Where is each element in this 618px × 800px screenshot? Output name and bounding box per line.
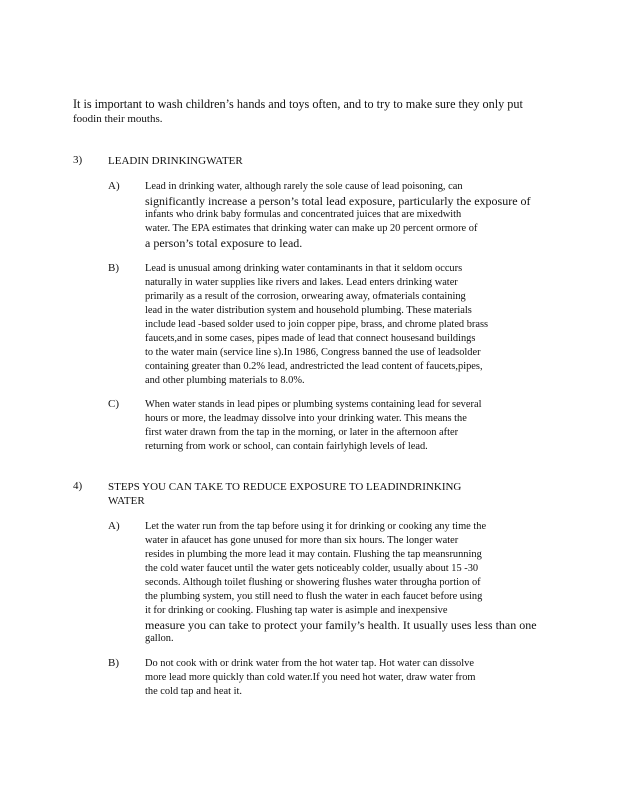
text-line: it for drinking or cooking. Flushing tap water is asimple and inexpensive xyxy=(145,605,448,616)
text-line: naturally in water supplies like rivers and lakes. Lead enters drinking water xyxy=(145,277,458,288)
text-line: gallon. xyxy=(145,633,174,644)
item-paragraph xyxy=(145,520,543,646)
text-line: When water stands in lead pipes or plumbing systems containing lead for several xyxy=(145,399,482,410)
text-line: first water drawn from the tap in the morning, or later in the afternoon after xyxy=(145,427,459,438)
item-paragraph xyxy=(145,398,543,454)
text-line: faucets,and in some cases, pipes made of lead that connect housesand buildings xyxy=(145,333,476,344)
text-line: the cold water faucet until the water gets noticeably colder, usually about 15 -30 xyxy=(145,563,479,574)
text-line: seconds. Although toilet flushing or showering flushes water througha portion of xyxy=(145,577,481,588)
text-line: returning from work or school, can contain fairlyhigh levels of lead. xyxy=(145,441,428,452)
text-line: primarily as a result of the corrosion, orwearing away, ofmaterials containing xyxy=(145,291,466,302)
text-line: Lead in drinking water, although rarely the sole cause of lead poisoning, can xyxy=(145,181,463,192)
section-number: 4) xyxy=(73,480,83,492)
section-title xyxy=(108,480,528,508)
section-number: 3) xyxy=(73,154,83,166)
item-paragraph xyxy=(145,657,543,699)
text-line: more lead more quickly than cold water.If you need hot water, draw water from xyxy=(145,672,476,683)
text-line: containing greater than 0.2% lead, andrestricted the lead content of faucets,pipes, xyxy=(145,361,483,372)
item-paragraph xyxy=(145,262,543,388)
intro-paragraph xyxy=(73,97,543,127)
text-line: significantly increase a person’s total lead exposure, particularly the exposure of xyxy=(145,194,531,208)
section-title: LEADIN DRINKINGWATER xyxy=(108,155,243,167)
text-line: resides in plumbing the more lead it may contain. Flushing the tap meansrunning xyxy=(145,549,482,560)
text-line: Do not cook with or drink water from the hot water tap. Hot water can dissolve xyxy=(145,658,474,669)
item-letter: B) xyxy=(108,262,119,274)
intro-line: It is important to wash children’s hands and toys often, and to try to make sure they only put xyxy=(73,97,523,111)
text-line: a person’s total exposure to lead. xyxy=(145,236,303,250)
text-line: to the water main (service line s).In 1986, Congress banned the use of leadsolder xyxy=(145,347,481,358)
intro-line: foodin their mouths. xyxy=(73,113,163,125)
item-paragraph xyxy=(145,180,543,250)
text-line: lead in the water distribution system and household plumbing. These materials xyxy=(145,305,472,316)
text-line: include lead -based solder used to join copper pipe, brass, and chrome plated brass xyxy=(145,319,489,330)
text-line: and other plumbing materials to 8.0%. xyxy=(145,375,305,386)
text-line: Let the water run from the tap before using it for drinking or cooking any time the xyxy=(145,521,487,532)
text-line: infants who drink baby formulas and concentrated juices that are mixedwith xyxy=(145,209,462,220)
text-line: hours or more, the leadmay dissolve into your drinking water. This means the xyxy=(145,413,467,424)
text-line: the cold tap and heat it. xyxy=(145,686,242,697)
text-line: water in afaucet has gone unused for more than six hours. The longer water xyxy=(145,535,459,546)
item-letter: B) xyxy=(108,657,119,669)
text-line: measure you can take to protect your family’s health. It usually uses less than one xyxy=(145,618,537,632)
text-line: Lead is unusual among drinking water contaminants in that it seldom occurs xyxy=(145,263,463,274)
item-letter: A) xyxy=(108,180,120,192)
item-letter: C) xyxy=(108,398,119,410)
section-title-line: STEPS YOU CAN TAKE TO REDUCE EXPOSURE TO LEADINDRINKING xyxy=(108,481,462,493)
text-line: the plumbing system, you still need to flush the water in each faucet before using xyxy=(145,591,483,602)
item-letter: A) xyxy=(108,520,120,532)
section-title-line: WATER xyxy=(108,495,145,507)
text-line: water. The EPA estimates that drinking water can make up 20 percent ormore of xyxy=(145,223,478,234)
